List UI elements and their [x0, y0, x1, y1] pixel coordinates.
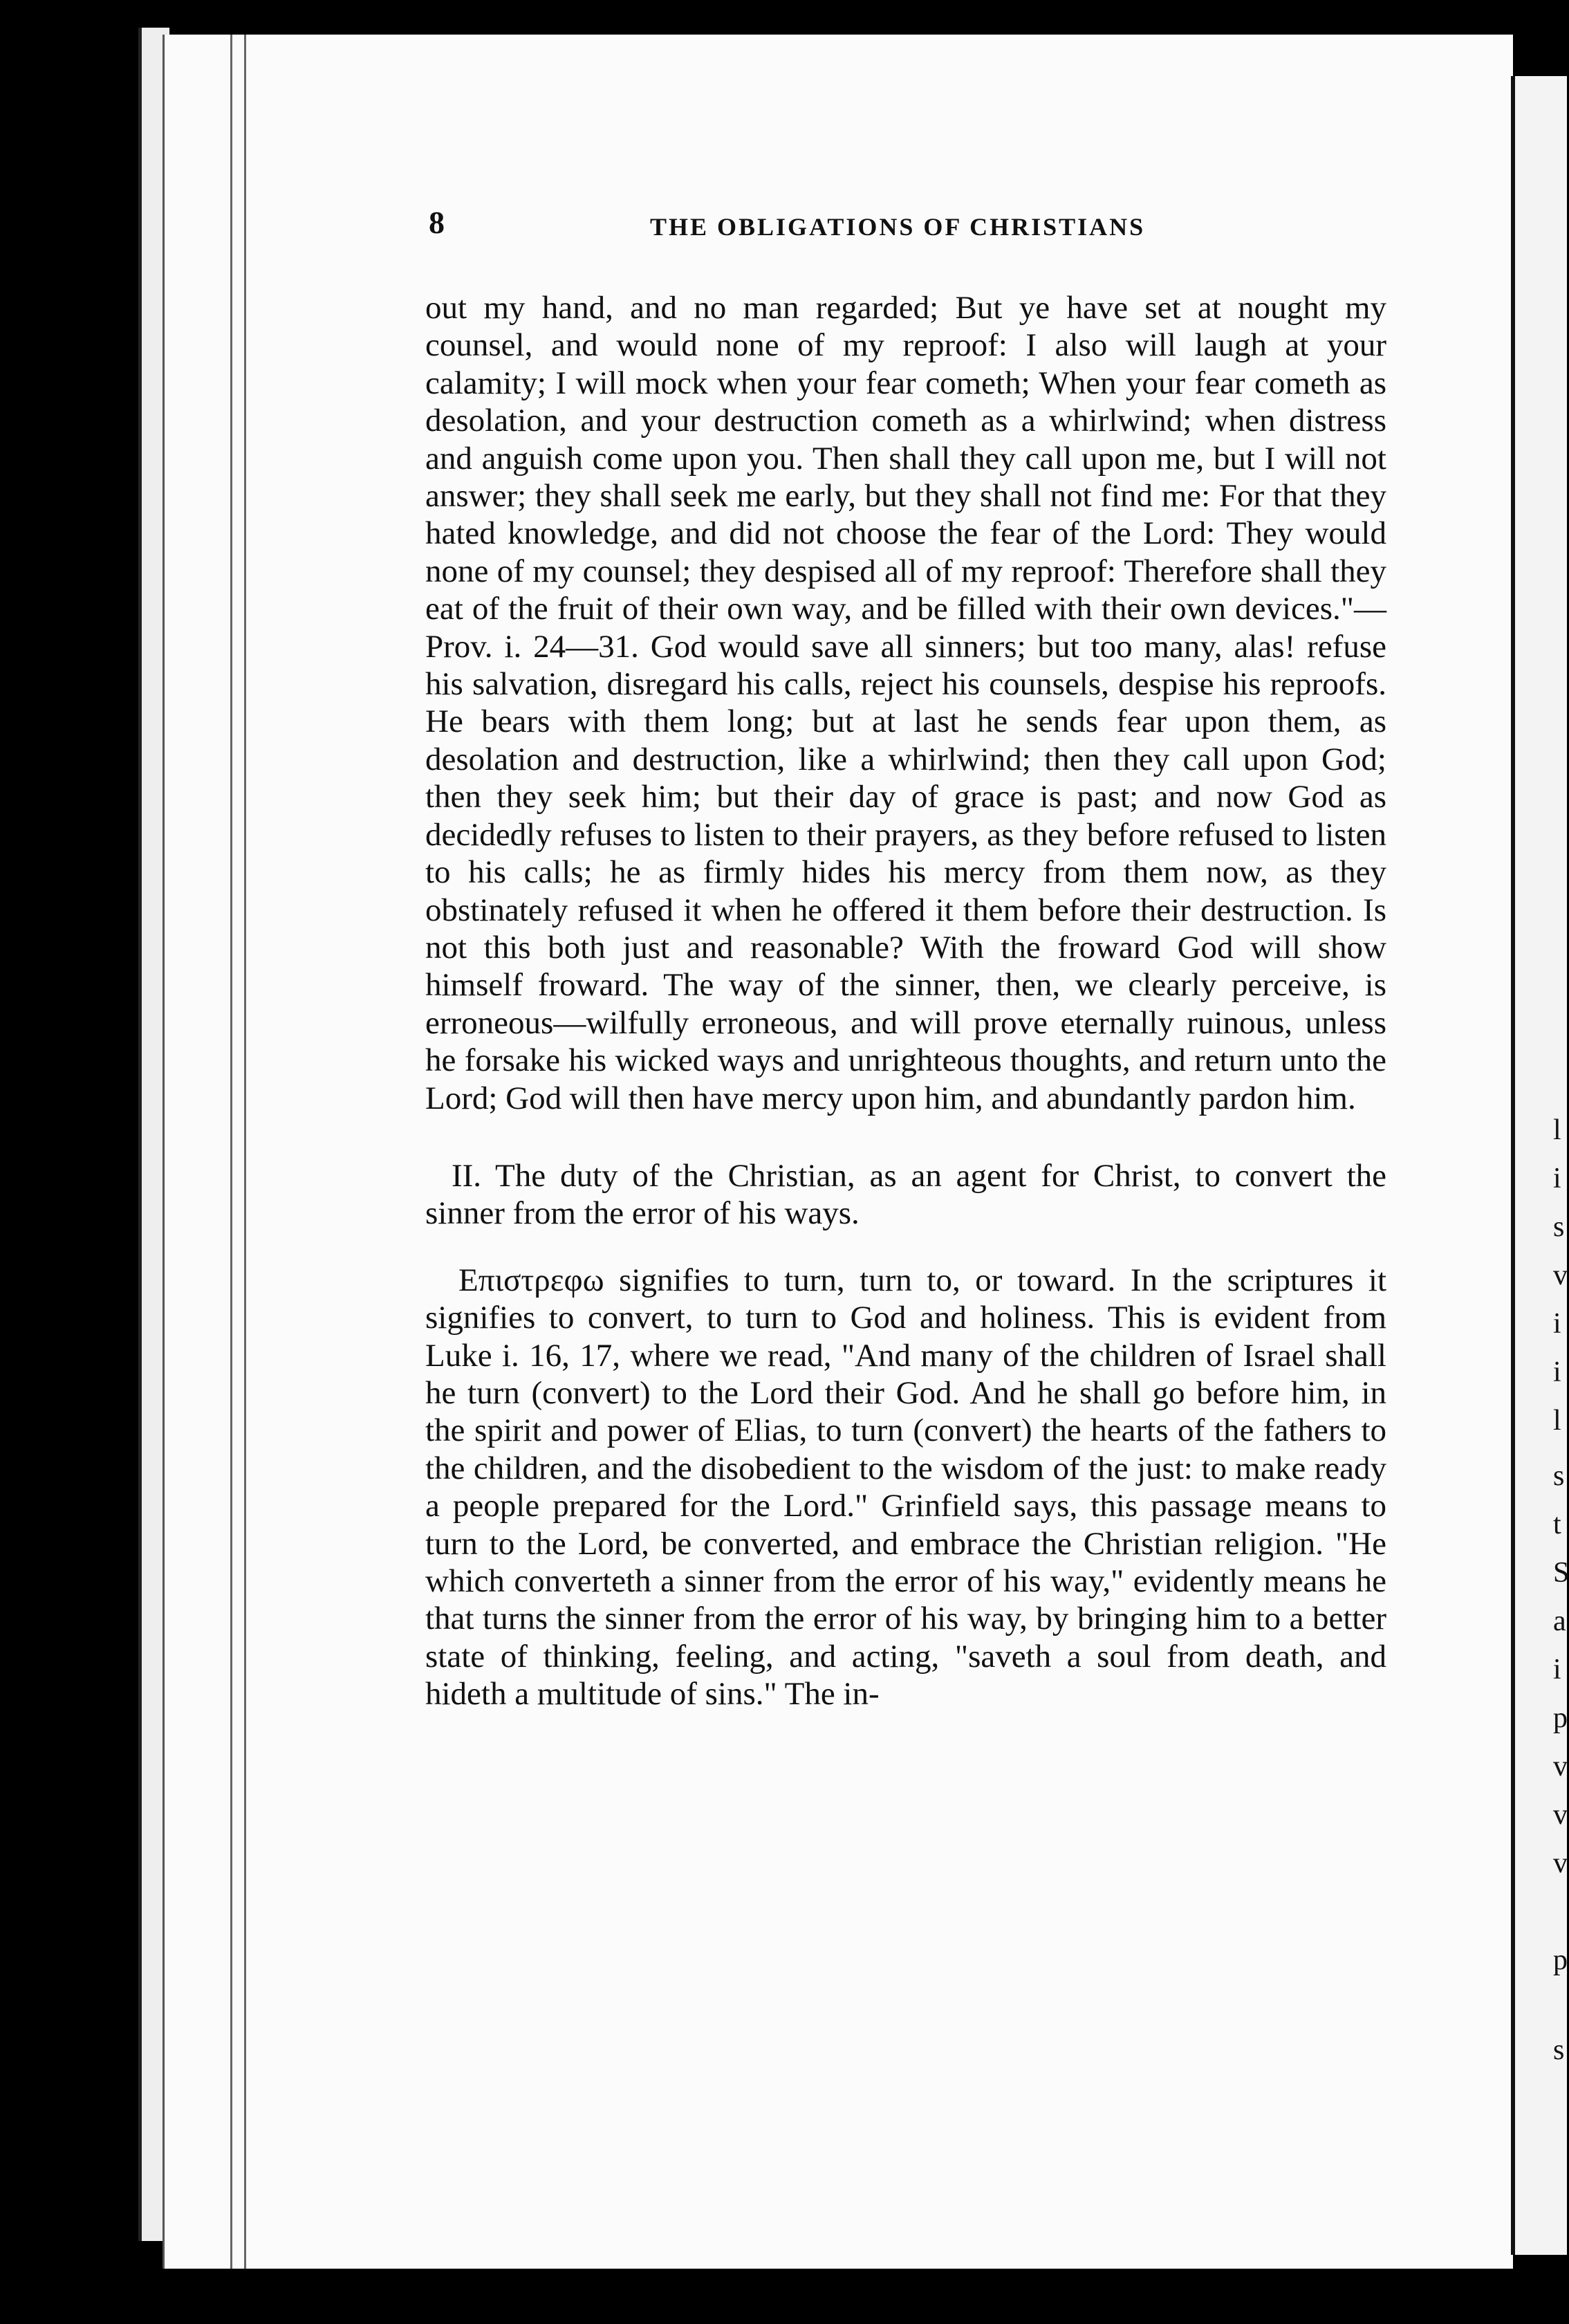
facing-page-fragment: l: [1553, 1114, 1561, 1146]
body-paragraph: Επιστρεφω signifies to turn, turn to, or toward. In the scriptures it signifies to convert, to turn to God and holiness. This is evident from Luke i. 16, 17, where we read, "And many of the children of Israel shall he turn (convert) to the Lord their God. And he shall go before him, in the spirit and power of Elias, to turn (convert) the hearts of the fathers to the children, and the disobedient to the wisdom of the just: to make ready a people prepared for the Lord." Grinfield says, this passage means to turn to the Lord, be converted, and embrace the Christian religion. "He which converteth a sinner from the error of his way," evidently means he that turns the sinner from the error of his way, by bringing him to a better state of thinking, feeling, and acting, "saveth a soul from death, and hideth a multitude of sins." The in-: [425, 1262, 1386, 1713]
page-number: 8: [429, 205, 445, 240]
facing-page-fragment: v: [1553, 1847, 1568, 1879]
facing-page-fragment: i: [1553, 1356, 1561, 1388]
facing-page-fragment: v: [1553, 1751, 1568, 1782]
page-body: [425, 289, 1386, 1713]
facing-page-fragment: S: [1553, 1557, 1569, 1589]
facing-page-fragment: s: [1553, 1211, 1565, 1243]
facing-page-fragment: i: [1553, 1163, 1561, 1195]
facing-page-fragment: v: [1553, 1260, 1568, 1291]
running-head-title: THE OBLIGATIONS OF CHRISTIANS: [650, 213, 1146, 241]
body-paragraph: out my hand, and no man regarded; But ye have set at nought my counsel, and would none of my reproof: I also will laugh at your calamity; I will mock when your fear cometh; When your fear cometh as desolation, and your destruction cometh as a whirlwind; when distress and anguish come upon you. Then shall they call upon me, but I will not answer; they shall seek me early, but they shall not find me: For that they hated knowledge, and did not choose the fear of the Lord: They would none of my counsel; they despised all of my reproof: Therefore shall they eat of the fruit of their own way, and be filled with their own devices."—Prov. i. 24—31. God would save all sinners; but too many, alas! refuse his salvation, disregard his calls, reject his counsels, despise his reproofs. He bears with them long; but at last he sends fear upon them, as desolation and destruction, like a whirlwind; then they call upon God; then they seek him; but their day of grace is past; and now God as decidedly refuses to listen to their prayers, as they before refused to listen to his calls; he as firmly hides his mercy from them now, as they obstinately refused it when he offered it them before their destruction. Is not this both just and reasonable? With the froward God will show himself froward. The way of the sinner, then, we clearly perceive, is erroneous—wilfully erroneous, and will prove eternally ruinous, unless he forsake his wicked ways and unrighteous thoughts, and return unto the Lord; God will then have mercy upon him, and abundantly pardon him.: [425, 290, 1386, 1116]
gutter-line: [244, 35, 246, 2269]
facing-page-fragment: p: [1553, 1702, 1568, 1734]
facing-page-fragment: v: [1553, 1799, 1568, 1831]
gutter-line: [230, 35, 232, 2269]
facing-page-fragment: i: [1553, 1654, 1561, 1686]
facing-page-fragment: s: [1553, 2034, 1565, 2066]
facing-page-fragment: p: [1553, 1944, 1568, 1976]
facing-page-fragment: a: [1553, 1605, 1566, 1637]
facing-page-edge: [1511, 76, 1567, 2255]
facing-page-fragment: t: [1553, 1509, 1561, 1540]
facing-page-fragment: l: [1553, 1405, 1561, 1437]
facing-page-fragment: i: [1553, 1308, 1561, 1340]
section-heading-paragraph: II. The duty of the Christian, as an agent for Christ, to convert the sinner from the error of his ways.: [425, 1157, 1386, 1232]
facing-page-fragment: s: [1553, 1460, 1565, 1492]
